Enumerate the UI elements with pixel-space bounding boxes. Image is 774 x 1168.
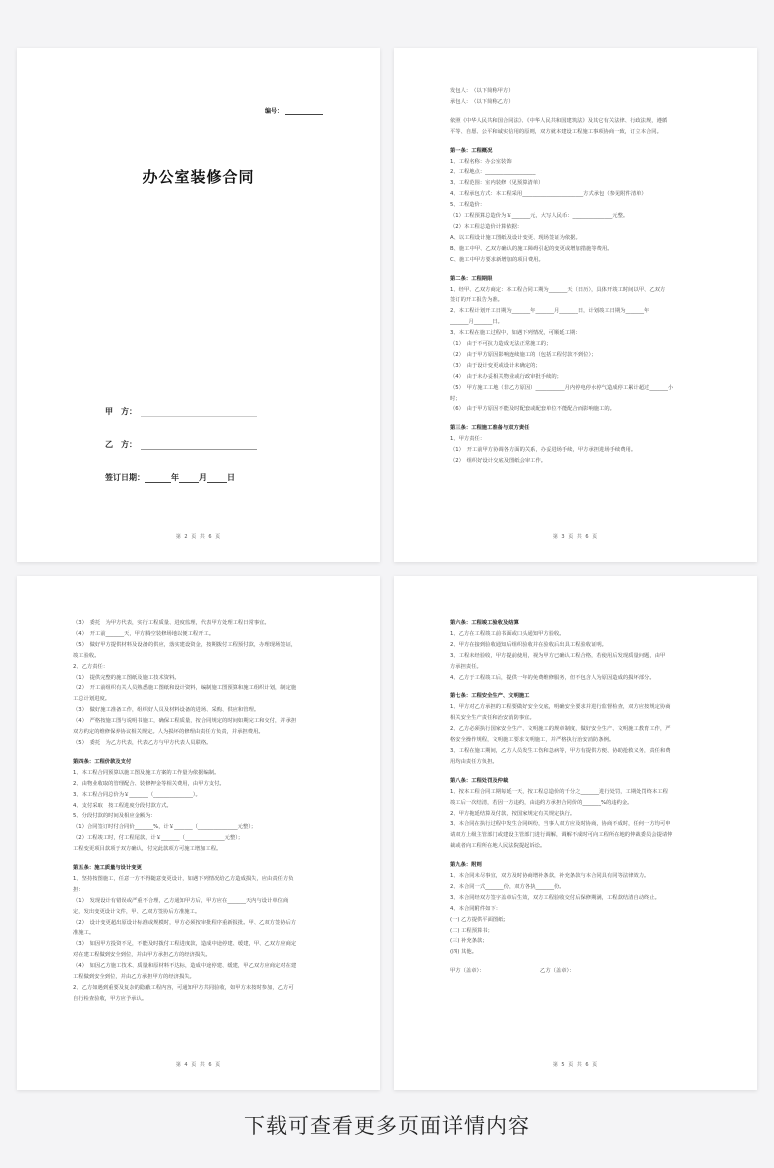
text-line: 2、由物业收取的管理配合、装修押金等相关费用，由甲方支付。 [73,780,225,787]
text-line: 工程做到安全到位，并由乙方承担甲方的经济损失。 [73,974,195,981]
text-line: 时； [450,395,461,402]
text-line: （2） 设计变更超出原设计标准或规模时，甲方必须按审批程序重新报批。甲、乙双方签协后方 [73,919,297,926]
text-line: 4、乙方于工程竣工后，提供一年的免费维修服务，但不包含人为原因造成的损坏部分。 [450,674,655,681]
text-line: （2）工程竣工时，付工程尾款，计￥_______（_______________元整）； [73,835,244,842]
section-heading: 第九条：附则 [450,862,482,869]
text-line: 3、本合同在执行过程中发生合同纠纷，当事人双方应及时协商，协商不成时，任何一方均可申 [450,821,671,828]
text-line: （5） 做好甲方提供材料及设备的供应，落实建设资金，按期拨付工程预付款，办理现场签证， [73,641,297,648]
text-line: （4） 严格按施工图与说明书施工，确保工程质量，按合同规定的时间如期完工和交付，并承担 [73,718,297,725]
text-line: 1、坚持按图施工，任意一方不得随意变更设计，如遇下列情况给乙方造成损失，应由责任方负 [73,875,294,882]
section-heading: 第四条：工程价款及支付 [73,758,132,765]
text-line: 3、工程未经验收，甲方提前使用，视为甲方已确认工程合格，若使用后发现质量问题，由甲 [450,652,666,659]
text-line: 甲方（盖章）： 乙方（盖章）： [450,968,575,975]
text-line: 发包人： （以下简称甲方） [450,88,514,94]
party-a-field [105,406,257,417]
year-label: 年 [171,473,179,482]
contract-number-label: 编号： [265,108,284,115]
text-line: 竣工验收。 [73,652,100,659]
text-line: 请双方上级主管部门或建设主管部门进行调解，调解不成时可向工程所在地的仲裁委员会提请仲 [450,832,673,839]
text-line: （4） 由于未办妥相关物业或行政审批手续的； [450,373,562,380]
text-line: (四) 其他。 [450,949,478,956]
text-line: 1、本合同未尽事宜，双方及时协商增补条款，补充条款与本合同具有同等法律效力。 [450,873,650,880]
contract-number-blank [285,114,323,115]
paragraph-gap [450,958,707,966]
page-number: 第 2 页 共 6 页 [175,534,222,540]
text-line: 2、乙方如遇到重要及复杂的隐蔽工程内容，可通知甲方共同验收，如甲方未按时参加，乙方可 [73,985,294,991]
text-line: A、以工程设计施工图纸及设计变更、现场签证为依据。 [450,234,581,241]
text-line: 1、乙方在工程竣工前书面或口头通知甲方验收。 [450,630,565,637]
page-body [73,618,330,1005]
section-heading: 第五条：施工质量与设计变更 [73,865,142,872]
sign-date-label: 签订日期： [105,473,145,482]
text-line: （6） 由于甲方原因不能及时配套或配套单位不能配合而影响施工的。 [450,406,615,413]
text-line: 1、甲方对乙方承担的工程要做好安全交底，明确安全要求并进行监督检查，双方应按规定协商 [450,704,671,711]
text-line: 相关安全生产责任和治安消防事宜。 [450,715,535,722]
paragraph-gap [73,749,330,757]
paragraph-gap [450,138,707,146]
text-line: 2、乙方必须执行国家安全生产、文明施工的规章制度，做好安全生产、文明施工教育工作，严 [450,726,671,733]
text-line: 3、工程范围：室内装修（见预算清单） [450,180,544,187]
contract-page-2 [394,48,757,562]
text-line: （4） 如因乙方施工技术、质量和原材料不达标，造成中途停建、缓建，甲乙双方应商定对在建 [73,963,297,970]
text-line: 担： [73,886,84,893]
text-line: 3、本工程在施工过程中，如遇下列情况，可顺延工期： [450,330,581,337]
paragraph-gap [450,852,707,860]
text-line: 2、本合同一式_______份，双方各执_______份。 [450,883,565,890]
section-heading: 第一条：工程概况 [450,147,493,154]
page-number: 第 3 页 共 6 页 [552,534,599,540]
text-line: 3、工程在施工期间，乙方人员发生工伤和急病等，甲方有提供方便、协助抢救义务，责任和费 [450,747,671,754]
text-line: 工总计划进度。 [73,696,111,703]
text-line: 4、工程承包方式：本工程采用_______________________方式承包（参见附件清单） [450,191,647,198]
text-line: 签订的开工报告为准。 [450,297,503,304]
text-line: 4、本合同附件如下： [450,905,502,912]
party-b-blank [141,448,257,450]
text-line: 准施工。 [73,930,95,937]
text-line: （1）工程预算总造价为￥_______元，大写人民币：_______________元整。 [450,213,629,220]
text-line: （3） 由于设计变更或设计未确定的； [450,362,541,369]
text-line: （1） 由于不可抗力造成无法正常施工的； [450,341,552,348]
text-line: 用均由责任方负担。 [450,758,498,765]
text-line: 对在建工程做到安全到位，并由甲方承担乙方的经济损失。 [73,952,211,959]
contract-page-3 [17,576,380,1090]
text-line: 平等、自愿、公平和诚实信用的原则，双方就本建设工程施工事项协商一致，订立本合同。 [450,128,662,135]
text-line: 方承担责任。 [450,663,482,670]
text-line: 依照《中华人民共和国合同法》、《中华人民共和国建筑法》及其它有关法律、行政法规，遵循 [450,117,668,124]
paragraph-gap [450,266,707,274]
text-line: （2） 组织好设计交底及图纸会审工作。 [450,458,547,465]
text-line: （3） 做好施工准备工作，组织好人员及材料设备的进场、采购、供应和管理。 [73,707,260,714]
paragraph-gap [450,108,707,116]
day-label: 日 [227,473,235,482]
party-a-label: 甲 方： [105,407,137,416]
text-line: 双方约定的维修保养协议相关规定。人为损坏的修理由责任方负责，并承担费用。 [73,729,264,736]
text-line: _______月_______日。 [450,319,503,326]
year-blank [145,482,171,483]
text-line: 1、本工程合同预算以施工图及施工方案的工作量为依据编制。 [73,769,220,776]
paragraph-gap [450,683,707,691]
page-body [450,86,707,467]
paragraph-gap [450,415,707,423]
section-heading: 第二条：工程期限 [450,275,493,282]
text-line: （3） 委托 为甲方代表，实行工程质量、进度监理，代表甲方处理工程日常事宜。 [73,620,270,626]
text-line: 2、乙方责任： [73,663,109,670]
section-heading: 第三条：工程施工准备与双方责任 [450,425,530,432]
text-line: 1、工程名称：办公室装饰 [450,158,512,165]
text-line: 1、按本工程合同工期每延一天，按工程总造价的千分之_______进行处罚，工期处罚终本工程 [450,788,668,795]
section-heading: 第七条：工程安全生产、文明施工 [450,693,530,700]
party-a-blank [141,415,257,417]
section-heading: 第六条：工程竣工验收及结算 [450,620,519,626]
text-line: 2、工程地点：___________________ [450,169,536,176]
text-line: 1、经甲、乙双方商定：本工程合同工期为_______天（日历），具体开竣工时间以甲、乙双方 [450,286,666,293]
sign-date-field [105,472,235,483]
text-line: 4、支付采取 按工程进度分段付款方式。 [73,802,172,809]
text-line: 自行检查验收，甲方应予承认。 [73,995,148,1002]
text-line: 5、分段付款的时间及相应金额为： [73,813,156,820]
paragraph-gap [450,768,707,776]
party-b-field [105,439,257,450]
text-line: （3） 如因甲方投资不足，不能及时拨付工程进度款，造成中途停建、缓建，甲、乙双方应商定 [73,941,297,948]
text-line: (一) 乙方提供平面图纸； [450,916,509,923]
day-blank [207,482,227,483]
text-line: （1）合同签订时付合同价_______%，计￥_______（_______________元整）； [73,824,257,831]
page-number: 第 4 页 共 6 页 [175,1062,222,1068]
text-line: 3、本工程合同总价为￥_______（_______________）。 [73,791,201,798]
text-line: 2、本工程计划开工日期为_______年_______月_______日，计划竣工日期为_______年 [450,308,650,315]
text-line: 定，发出变更设计文件，甲、乙双方签协后方准施工。 [73,908,201,915]
text-line: 承包人： （以下简称乙方） [450,98,514,105]
text-line: （2）本工程总造价计算依据： [450,223,523,230]
month-label: 月 [199,473,207,482]
party-b-label: 乙 方： [105,440,137,449]
text-line: （1） 发现设计有错误或严重不合理，乙方通知甲方后，甲方应在_______天内与设计单位商 [73,897,289,904]
text-line: 5、工程造价： [450,202,486,209]
text-line: 工程变更项目款项于双方确认，付完此款项方可施工增加工程。 [73,846,222,853]
text-line: (二) 工程预算书； [450,927,493,934]
text-line: B、施工中甲、乙双方确认的施工障碍引起的变更或增加措施等费用。 [450,245,613,252]
text-line: （5） 甲方施工工地（非乙方原因）___________月内停电停水停气造成停工累计超过_______小 [450,384,674,391]
download-more-banner[interactable]: 下载可查看更多页面详情内容 [244,1114,530,1138]
cover-page [17,48,380,562]
page-number: 第 5 页 共 6 页 [552,1062,599,1068]
text-line: C、施工中甲方要求新增加的项目费用。 [450,256,544,263]
text-line: （5） 委托 为乙方代表，代表乙方与甲方代表人员联络。 [73,739,212,746]
text-line: （1） 提供完整的施工图纸及施工技术资料。 [73,674,180,681]
text-line: (三) 补充条款； [450,938,488,945]
text-line: 裁或者向工程所在地人民法院提起诉讼。 [450,843,546,850]
month-blank [179,482,199,483]
section-heading: 第八条：工程处罚及仲裁 [450,777,509,784]
text-line: （2） 开工前组织有关人员熟悉施工图纸和设计资料，编制施工图预算和施工组织计划，制定施 [73,685,297,692]
text-line: 竣工后一次结清，若因一方违约，由违约方承担合同价的_______%的违约金。 [450,799,633,806]
text-line: 2、甲方拖延结算及付款，按国家规定有关规定执行。 [450,810,576,817]
text-line: （4） 开工前_______天，甲方腾空装修场地以便工程开工。 [73,630,215,637]
contract-page-4 [394,576,757,1090]
text-line: 3、本合同经双方签字盖章后生效，双方工程验收交付后保修期满，工程款结清自动终止。 [450,894,660,901]
text-line: 2、甲方在接到验收通知后组织验收并在验收后出具工程验收证明。 [450,641,607,648]
page-body [450,618,707,977]
contract-number [265,106,323,115]
text-line: （2） 由于甲方原因影响连续施工的（包括工程付款不到位）； [450,351,597,358]
contract-title: 办公室装修合同 [142,168,255,186]
text-line: 1、甲方责任： [450,436,486,443]
paragraph-gap [73,855,330,863]
text-line: 格安全操作规程，文明施工要求文明施工，并严格执行治安消防条例。 [450,737,615,744]
text-line: （1） 开工前甲方协调各方面的关系，办妥进场手续，甲方承担进场手续费用。 [450,447,637,454]
